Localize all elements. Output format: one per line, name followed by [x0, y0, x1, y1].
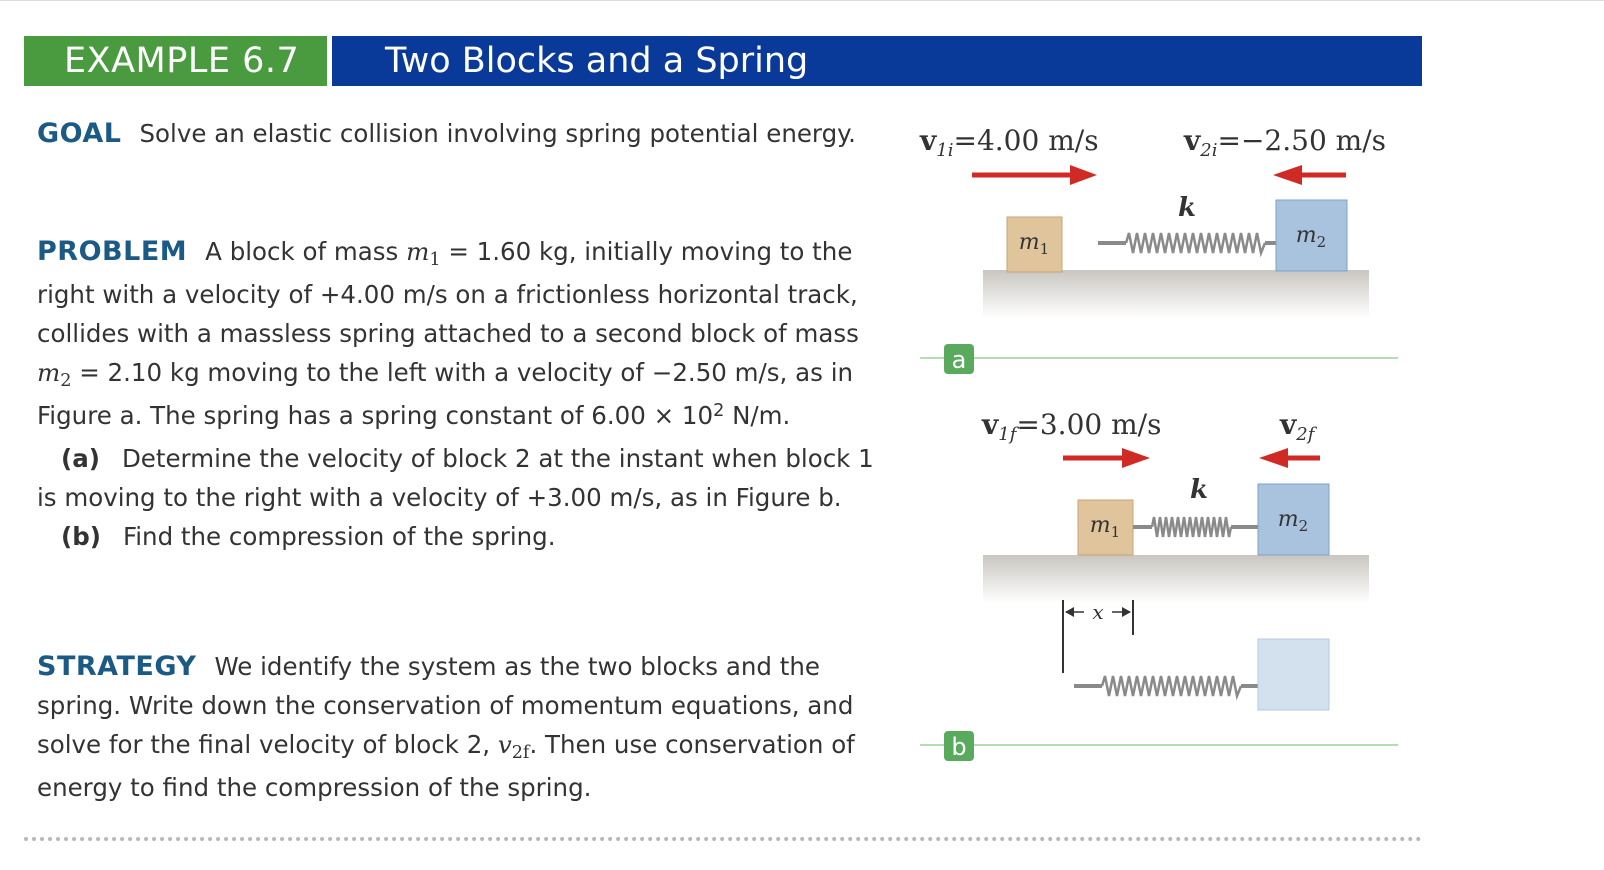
m1-symbol: $m_1$ — [406, 237, 441, 270]
block-m1-b-label: $m_1$ — [1089, 513, 1121, 541]
example-title-banner: Two Blocks and a Spring — [332, 36, 1422, 86]
track-a — [983, 270, 1369, 318]
velocity-arrow-right — [972, 165, 1097, 185]
block-m2-ghost — [1258, 639, 1329, 710]
panel-label-a: a — [951, 346, 967, 374]
panel-label-b: b — [951, 733, 967, 761]
figure-b — [920, 408, 1398, 761]
figure-svg — [900, 100, 1420, 780]
figure — [900, 100, 1420, 784]
goal-text: Solve an elastic collision involving spring potential energy. — [139, 119, 856, 148]
v2f-label: $v_{2f}$ — [1280, 408, 1315, 445]
compression-indicator — [1063, 600, 1133, 673]
strategy-text-2: . Then use conservation of energy to find the compression of the spring. — [37, 730, 855, 802]
v1f-label: $v_{1f}=3.00$ m/s — [982, 408, 1162, 445]
problem-heading: PROBLEM — [37, 236, 188, 267]
strategy-text-1: We identify the system as the two blocks and the spring. Write down the conservation of momentum equations, and solve for the final velocity of block 2, — [37, 652, 854, 759]
block-m1-a-label: $m_1$ — [1018, 230, 1050, 258]
part-b-label: (b) — [61, 522, 101, 551]
v2f-symbol: $v_{2f}$ — [497, 730, 530, 763]
v1i-label: $v_{1i}=4.00$ m/s — [920, 124, 1099, 161]
problem-text-1: A block of mass — [205, 237, 407, 266]
strategy-heading: STRATEGY — [37, 651, 197, 682]
block-m2-b-label: $m_2$ — [1277, 507, 1309, 535]
problem-section — [37, 232, 879, 556]
m2-symbol: $m_2$ — [37, 358, 72, 391]
compression-x-label: x — [1092, 600, 1104, 624]
example-number-banner: EXAMPLE 6.7 — [24, 36, 327, 86]
spring-constant-label: k — [1178, 193, 1197, 223]
spring-constant-label-b: k — [1190, 475, 1209, 505]
part-a-label: (a) — [61, 444, 100, 473]
v2i-label: $v_{2i}=-2.50$ m/s — [1184, 124, 1387, 161]
velocity-arrow-left-b — [1259, 448, 1320, 468]
velocity-arrow-right-b — [1063, 448, 1150, 468]
bottom-dotted-rule — [24, 837, 1422, 841]
problem-text-2: = 1.60 kg, initially moving to the right with a velocity of +4.00 m/s on a frictionless horizontal track, collides with a massless spring attached to a second block of mass — [37, 237, 859, 348]
spring-relaxed-reference — [1074, 676, 1258, 696]
velocity-arrow-left — [1273, 165, 1346, 185]
part-a-text: Determine the velocity of block 2 at the instant when block 1 is moving to the right with a velocity of +3.00 m/s, as in Figure b. — [37, 444, 874, 512]
goal-heading: GOAL — [37, 118, 122, 149]
exponent: 2 — [713, 401, 725, 422]
strategy-section — [37, 647, 879, 807]
track-b — [983, 555, 1369, 603]
part-b-text: Find the compression of the spring. — [122, 522, 556, 551]
block-m2-a-label: $m_2$ — [1295, 223, 1327, 251]
spring-a — [1098, 233, 1276, 253]
spring-b-compressed — [1133, 517, 1258, 537]
goal-section — [37, 114, 879, 153]
problem-text-4: N/m. — [724, 401, 791, 430]
figure-a — [919, 124, 1398, 374]
problem-text-3: = 2.10 kg moving to the left with a velocity of −2.50 m/s, as in Figure a. The spring has a spring constant of 6.00 × 10 — [37, 358, 854, 430]
top-border — [0, 0, 1604, 1]
